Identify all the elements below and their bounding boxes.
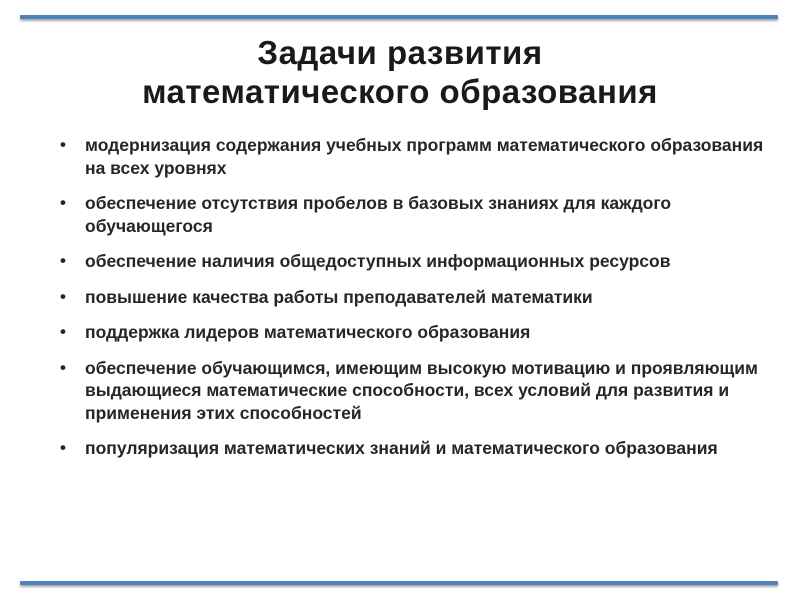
bullet-icon: • — [60, 251, 66, 270]
task-item-text: обеспечение отсутствия пробелов в базовых знаниях для каждого обучающегося — [85, 193, 672, 236]
task-item-leaders — [60, 321, 765, 344]
task-item-text: обеспечение обучающимся, имеющим высокую мотивацию и проявляющим выдающиеся математические способности, всех условий для развития и применения этих способностей — [85, 357, 758, 423]
bottom-divider-line — [20, 581, 778, 585]
task-item-resources — [60, 250, 765, 273]
bullet-icon: • — [60, 286, 66, 306]
task-item-no-gaps — [60, 192, 765, 237]
task-item-teachers — [60, 286, 765, 309]
task-list — [60, 134, 765, 473]
slide-title-line-1: Задачи развития — [257, 34, 543, 71]
task-item-text: популяризация математических знаний и математического образования — [85, 438, 718, 458]
slide-title — [0, 33, 800, 111]
task-item-popularization — [60, 437, 765, 460]
bullet-icon: • — [60, 135, 66, 154]
bullet-icon: • — [60, 357, 66, 377]
slide-title-line-2: математического образования — [142, 73, 658, 110]
bullet-icon: • — [60, 438, 66, 457]
top-divider-line — [20, 15, 778, 19]
bullet-icon: • — [60, 193, 66, 212]
task-item-gifted-students — [60, 357, 765, 425]
task-item-text: обеспечение наличия общедоступных информационных ресурсов — [85, 251, 671, 271]
task-item-text: модернизация содержания учебных программ математического образования на всех уровнях — [85, 135, 764, 178]
task-item-modernization — [60, 134, 765, 179]
task-item-text: поддержка лидеров математического образования — [85, 322, 531, 342]
bullet-icon: • — [60, 322, 66, 341]
task-item-text: повышение качества работы преподавателей математики — [85, 286, 593, 307]
